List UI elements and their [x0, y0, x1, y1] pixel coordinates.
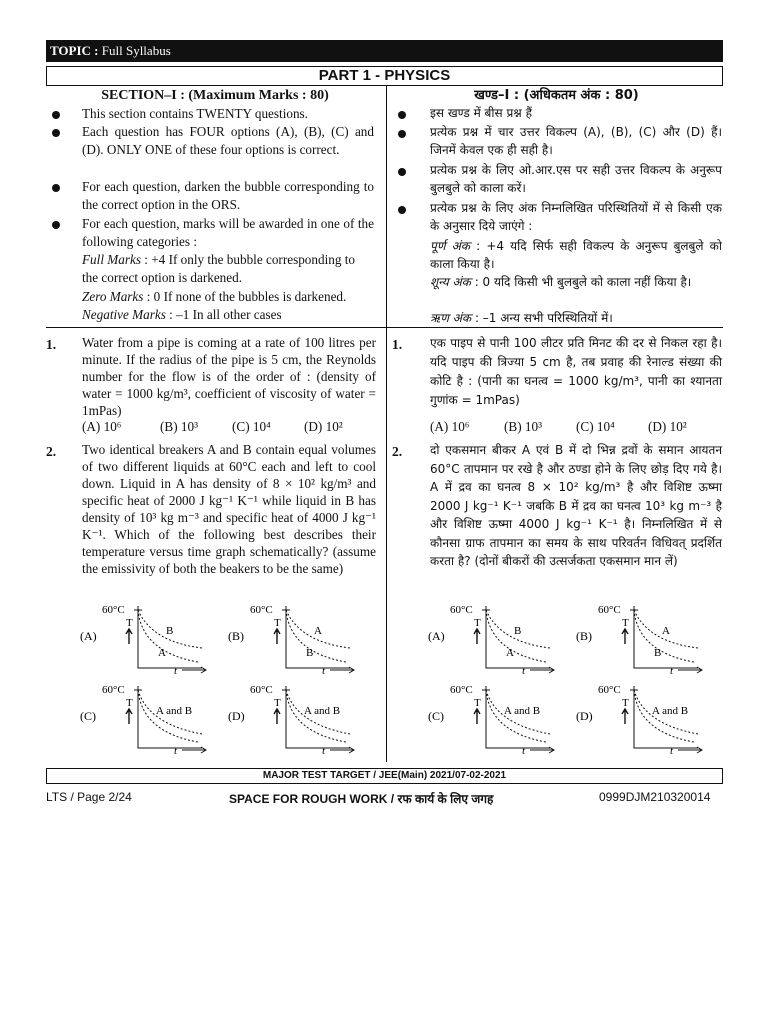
option-b: (B) 10³ [160, 419, 199, 434]
y-arrow-icon [126, 629, 132, 644]
curve-label-lower: A [158, 647, 166, 659]
y-arrow-icon [474, 629, 480, 644]
y-arrow-icon [474, 709, 480, 724]
marks-negative-hi [430, 309, 722, 327]
x-axis-label: t [174, 745, 178, 757]
temperature-label: 60°C [598, 604, 621, 616]
temperature-time-graph [428, 684, 560, 758]
axes [634, 606, 698, 668]
curve-label-lower: A [506, 647, 514, 659]
temperature-label: 60°C [450, 604, 473, 616]
marks-full-text: : +4 If only the bubble corresponding to the correct option is darkened. [82, 252, 355, 285]
question-2-hi: दो एकसमान बीकर A एवं B में दो भिन्न द्रवों के समान आयतन 60°C तापमान पर रखे है और ठण्डा होने के लिए छोड़ दिए गये है। A में द्रव का घनत्व 8 × 10² kg/m³ है और विशिष्ट ऊष्मा 2000 J kg⁻¹ K⁻¹ जबकि B में द्रव का घनत्व 10³ kg m⁻³ है और विशिष्ट ऊष्मा 4000 J kg⁻¹ K⁻¹ है। निम्नलिखित में से कौनसा ग्राफ तापमान का समय के साथ परिवर्तन विधिवत् प्रदर्शित करता है? (दोनों बीकरों की उत्सर्जकता एकसमान मान लें) [430, 443, 722, 568]
marks-full-label: Full Marks [82, 252, 141, 267]
temperature-time-graph [80, 684, 212, 758]
y-axis-label: T [274, 697, 281, 709]
option-d: (D) 10² [648, 419, 687, 434]
options-q1-en [82, 418, 376, 436]
bullet-icon [398, 111, 406, 119]
axes [138, 606, 202, 668]
topic-value: Full Syllabus [101, 43, 171, 58]
marks-zero-label: शून्य अंक [430, 275, 471, 289]
marks-neg-text: : –1 अन्य सभी परिस्थितियों में। [474, 311, 613, 325]
question-number: 2. [392, 444, 403, 459]
question-1-hi: एक पाइप से पानी 100 लीटर प्रति मिनट की दर से निकल रहा है। यदि पाइप की त्रिज्या 5 cm है, तब प्रवाह की रेनाल्ड संख्या की कोटि है : (पानी का घनत्व = 1000 kg/m³, पानी का श्यानता गुणांक = 1mPas) [430, 336, 722, 407]
option-label: (B) [576, 629, 592, 643]
y-axis-label: T [474, 617, 481, 629]
axes [138, 686, 202, 748]
y-arrow-icon [622, 629, 628, 644]
temperature-time-graph [80, 604, 212, 678]
temperature-label: 60°C [250, 684, 273, 696]
instruction-en-4: For each question, marks will be awarded in one of the following categories : [82, 216, 374, 249]
bullet-icon [52, 221, 60, 229]
question-2-en: Two identical breakers A and B contain equal volumes of two different liquids at 60°C each and left to cool down. Liquid in A has density of 8 × 10² kg/m³ and specific heat of 2000 J kg⁻¹ K⁻¹ while liquid in B has density of 10³ kg m⁻³ and specific heat of 4000 J kg⁻¹ K⁻¹. Which of the following best describes their temperature versus time graph schematically? (assume the emissivity of both the beakers to be the same) [82, 442, 376, 576]
x-axis-label: t [522, 745, 526, 757]
option-label: (A) [80, 629, 97, 643]
y-axis-label: T [622, 617, 629, 629]
curve-label: A and B [156, 705, 193, 717]
graph-option-b [576, 604, 708, 678]
y-axis-label: T [474, 697, 481, 709]
option-label: (D) [228, 709, 245, 723]
axes [286, 686, 350, 748]
x-axis-label: t [322, 665, 326, 677]
divider [386, 327, 723, 328]
marks-neg-label: ऋण अंक [430, 311, 472, 325]
axes [634, 686, 698, 748]
bullet-icon [52, 129, 60, 137]
y-axis-label: T [274, 617, 281, 629]
question-number: 1. [46, 337, 57, 352]
bullet-icon [52, 111, 60, 119]
option-label: (C) [80, 709, 96, 723]
rough-work-label: SPACE FOR ROUGH WORK / रफ कार्य के लिए जगह [229, 792, 494, 806]
graph-option-b [228, 604, 360, 678]
instruction-hi-2: प्रत्येक प्रश्न में चार उत्तर विकल्प (A), (B), (C) और (D) हैं। जिनमें केवल एक ही सही है। [430, 125, 722, 157]
x-axis-label: t [670, 665, 674, 677]
bullet-icon [398, 206, 406, 214]
option-c: (C) 10⁴ [232, 419, 271, 434]
option-label: (A) [428, 629, 445, 643]
curve-label-lower: B [306, 647, 314, 659]
option-d: (D) 10² [304, 419, 343, 434]
instruction-hi-4: प्रत्येक प्रश्न के लिए अंक निम्नलिखित परिस्थितियों में से किसी एक के अनुसार दिये जाएंगे : [430, 201, 722, 233]
marks-full-hi [430, 237, 722, 273]
x-axis-label: t [522, 665, 526, 677]
option-label: (C) [428, 709, 444, 723]
option-a: (A) 10⁶ [82, 419, 122, 434]
marks-full-text: : +4 यदि सिर्फ सही विकल्प के अनुरूप बुलबुले को काला किया है। [430, 239, 722, 271]
x-axis-label: t [174, 665, 178, 677]
curve-label: A and B [304, 705, 341, 717]
axes [286, 606, 350, 668]
temperature-time-graph [576, 684, 708, 758]
curve-label: A and B [652, 705, 689, 717]
target-bar: MAJOR TEST TARGET / JEE(Main) 2021/07-02-2021 [46, 768, 723, 784]
temperature-time-graph [428, 604, 560, 678]
marks-neg-text: : –1 In all other cases [169, 307, 282, 322]
topic-label: TOPIC : [50, 43, 99, 58]
temperature-label: 60°C [102, 684, 125, 696]
options-q1-hi [430, 418, 722, 436]
curve-label-upper: A [662, 625, 670, 637]
temperature-label: 60°C [250, 604, 273, 616]
option-label: (D) [576, 709, 593, 723]
section-title-hi: खण्ड–I : (अधिकतम अंक : 80) [474, 88, 639, 103]
topic-bar [46, 40, 723, 62]
bullet-icon [398, 168, 406, 176]
y-arrow-icon [274, 629, 280, 644]
temperature-time-graph [576, 604, 708, 678]
instruction-hi-3: प्रत्येक प्रश्न के लिए ओ.आर.एस पर सही उत्तर विकल्प के अनुरूप बुलबुले को काला करें। [430, 163, 722, 195]
y-arrow-icon [622, 709, 628, 724]
curve-label-upper: B [514, 625, 522, 637]
option-c: (C) 10⁴ [576, 419, 615, 434]
instruction-en-2: Each question has FOUR options (A), (B), (C) and (D). ONLY ONE of these four options is correct. [82, 124, 374, 157]
bullet-icon [398, 130, 406, 138]
instruction-hi-1: इस खण्ड में बीस प्रश्न हैं [430, 106, 532, 120]
curve-label-lower: B [654, 647, 662, 659]
question-number: 2. [46, 444, 57, 459]
marks-neg-label: Negative Marks [82, 307, 166, 322]
page-number: LTS / Page 2/24 [46, 790, 132, 804]
document-code: 0999DJM210320014 [599, 790, 711, 804]
axes [486, 606, 550, 668]
y-axis-label: T [126, 617, 133, 629]
graph-option-d [576, 684, 708, 758]
curve-label: A and B [504, 705, 541, 717]
x-axis-label: t [670, 745, 674, 757]
column-divider [386, 86, 387, 762]
graph-option-a [428, 604, 560, 678]
temperature-label: 60°C [450, 684, 473, 696]
marks-full-en [82, 251, 374, 287]
graph-option-c [80, 684, 212, 758]
y-axis-label: T [126, 697, 133, 709]
instruction-en-3: For each question, darken the bubble corresponding to the correct option in the ORS. [82, 179, 374, 212]
divider [46, 327, 386, 328]
marks-zero-en [82, 288, 374, 306]
x-axis-label: t [322, 745, 326, 757]
marks-negative-en [82, 306, 374, 324]
graph-option-c [428, 684, 560, 758]
y-arrow-icon [274, 709, 280, 724]
option-label: (B) [228, 629, 244, 643]
temperature-time-graph [228, 684, 360, 758]
option-b: (B) 10³ [504, 419, 543, 434]
instruction-en-1: This section contains TWENTY questions. [82, 106, 308, 121]
marks-zero-label: Zero Marks [82, 289, 144, 304]
question-number: 1. [392, 337, 403, 352]
graph-option-a [80, 604, 212, 678]
temperature-time-graph [228, 604, 360, 678]
marks-zero-text: : 0 If none of the bubbles is darkened. [146, 289, 347, 304]
marks-full-label: पूर्ण अंक [430, 239, 471, 253]
temperature-label: 60°C [102, 604, 125, 616]
graph-option-d [228, 684, 360, 758]
marks-zero-hi [430, 273, 722, 291]
bullet-icon [52, 184, 60, 192]
curve-label-upper: B [166, 625, 174, 637]
axes [486, 686, 550, 748]
y-axis-label: T [622, 697, 629, 709]
section-title-en: SECTION–I : (Maximum Marks : 80) [101, 88, 329, 103]
part-title: PART 1 - PHYSICS [46, 66, 723, 86]
temperature-label: 60°C [598, 684, 621, 696]
question-1-en: Water from a pipe is coming at a rate of 100 litres per minute. If the radius of the pipe is 5 cm, the Reynolds number for the flow is of the order of : (density of water = 1000 kg/m³, coefficient of viscosity of water = 1mPas) [82, 335, 376, 418]
marks-zero-text: : 0 यदि किसी भी बुलबुले को काला नहीं किया है। [474, 275, 692, 289]
option-a: (A) 10⁶ [430, 419, 470, 434]
curve-label-upper: A [314, 625, 322, 637]
y-arrow-icon [126, 709, 132, 724]
